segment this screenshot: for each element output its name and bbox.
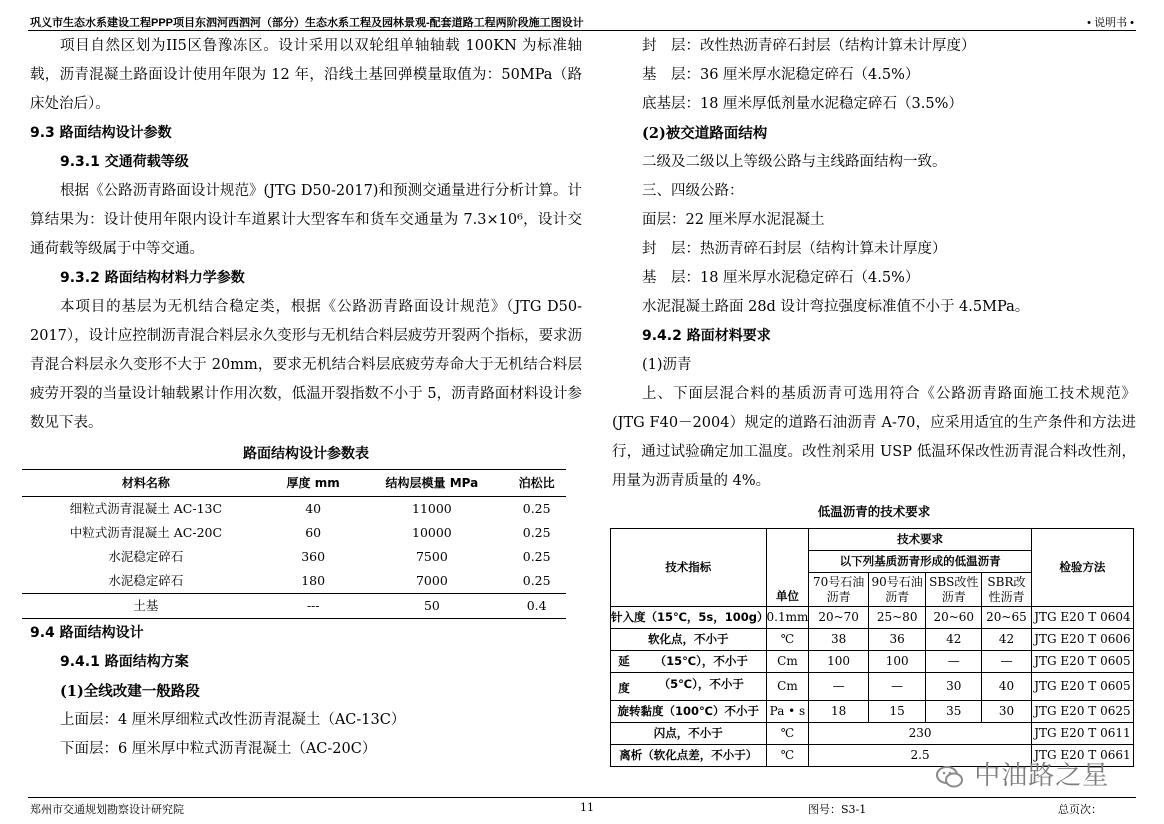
footer-org: 郑州市交通规划勘察设计研究院 xyxy=(30,803,184,816)
cell-modulus: 7500 xyxy=(415,549,448,564)
column-header: 材料名称 xyxy=(22,470,270,497)
paragraph-asphalt: 上、下面层混合料的基质沥青可选用符合《公路沥青路面施工技术规范》(JTG F40－2004）规定的道路石油沥青 A-70，应采用适宜的生产条件和方法进行，通过试验确定加工温度。改性剂采用 USP 低温环保改性沥青混合料改性剂，用量为沥青质量的 4%。 xyxy=(612,386,1136,489)
row-value: 2.5 xyxy=(809,745,1031,767)
header-index: 技术指标 xyxy=(611,529,767,607)
header-requirement: 技术要求 xyxy=(809,529,1031,551)
header-col-90: 90号石油沥青 xyxy=(868,573,926,607)
heading-full-line: (1)全线改建一般路段 xyxy=(60,683,200,700)
table-row xyxy=(611,723,1134,745)
row-value: — xyxy=(926,651,982,673)
cell-modulus: 10000 xyxy=(412,525,452,540)
heading-9-4: 9.4 路面结构设计 xyxy=(30,625,144,641)
row-value: 40 xyxy=(982,673,1032,701)
row-method: JTG E20 T 0611 xyxy=(1031,723,1133,745)
row-unit: ℃ xyxy=(766,723,809,745)
row-method: JTG E20 T 0606 xyxy=(1031,629,1133,651)
cell-poisson: 0.25 xyxy=(522,501,551,516)
cell-thickness: 40 xyxy=(305,501,322,516)
table-row xyxy=(22,569,566,594)
row-name: 旋转黏度（100℃）不小于 xyxy=(611,701,767,723)
line-concrete-strength: 水泥混凝土路面 28d 设计弯拉强度标准值不小于 4.5MPa。 xyxy=(642,299,1030,315)
row-value: 35 xyxy=(926,701,982,723)
heading-9-4-1: 9.4.1 路面结构方案 xyxy=(60,654,189,670)
table-row xyxy=(611,651,1134,673)
cell-material: 细粒式沥青混凝土 AC-13C xyxy=(69,501,223,516)
table-row xyxy=(611,673,1134,701)
table-row xyxy=(22,594,566,619)
row-value: 25~80 xyxy=(868,607,926,629)
row-name: 闪点，不小于 xyxy=(611,723,767,745)
row-method: JTG E20 T 0604 xyxy=(1031,607,1133,629)
table-title-asphalt: 低温沥青的技术要求 xyxy=(817,504,931,519)
cell-modulus: 50 xyxy=(356,594,507,619)
heading-9-3-1: 9.3.1 交通荷载等级 xyxy=(60,154,189,170)
header-col-sbs: SBS改性沥青 xyxy=(926,573,982,607)
cell-modulus: 7000 xyxy=(415,573,448,588)
wechat-icon xyxy=(935,764,965,790)
row-unit: 0.1mm xyxy=(766,607,809,629)
paragraph-zoning: 项目自然区划为II5区鲁豫冻区。设计采用以双轮组单轴轴载 100KN 为标准轴载，沥青混凝土路面设计使用年限为 12 年，沿线土基回弹模量取值为：50MPa（路床处治后）。 xyxy=(30,38,582,112)
row-value: 42 xyxy=(982,629,1032,651)
page-header xyxy=(28,10,1136,31)
heading-asphalt: (1)沥青 xyxy=(642,357,692,373)
cell-material: 水泥稳定碎石 xyxy=(108,549,184,564)
row-value: 20~70 xyxy=(809,607,869,629)
row-unit: Cm xyxy=(766,651,809,673)
right-column xyxy=(612,32,1136,767)
line-surface-layer: 面层：22 厘米厚水泥混凝土 xyxy=(642,212,825,228)
header-method: 检验方法 xyxy=(1031,529,1133,607)
row-value: 42 xyxy=(926,629,982,651)
row-value: 30 xyxy=(982,701,1032,723)
heading-crossing-road: (2)被交道路面结构 xyxy=(642,125,768,142)
cell-poisson: 0.4 xyxy=(507,594,566,619)
column-header: 结构层模量 MPa xyxy=(356,470,507,497)
row-unit: Pa • s xyxy=(766,701,809,723)
cell-poisson: 0.25 xyxy=(522,525,551,540)
row-method: JTG E20 T 0625 xyxy=(1031,701,1133,723)
page-footer xyxy=(28,797,1136,820)
column-header: 泊松比 xyxy=(507,470,566,497)
row-value: 100 xyxy=(868,651,926,673)
row-value: 30 xyxy=(926,673,982,701)
line-base-layer: 基 层：36 厘米厚水泥稳定碎石（4.5%） xyxy=(642,67,920,83)
asphalt-requirement-table xyxy=(610,528,1134,767)
paragraph-materials: 本项目的基层为无机结合稳定类，根据《公路沥青路面设计规范》（JTG D50-2017），设计应控制沥青混合料层永久变形与无机结合料层疲劳开裂两个指标，要求沥青混合料层永久变形不大于 20mm，要求无机结合料层底疲劳寿命大于无机结合料层疲劳开裂的当量设计轴载累计作用次数，低温开裂指数不小于 5，沥青路面材料设计参数见下表。 xyxy=(30,299,582,431)
row-value: 20~60 xyxy=(926,607,982,629)
header-col-sbr: SBR改性沥青 xyxy=(982,573,1032,607)
row-unit: ℃ xyxy=(766,745,809,767)
row-value: — xyxy=(809,673,869,701)
watermark-text: 中油路之星 xyxy=(974,761,1110,791)
heading-9-4-2: 9.4.2 路面材料要求 xyxy=(642,328,771,344)
row-method: JTG E20 T 0605 xyxy=(1031,651,1133,673)
cell-modulus: 11000 xyxy=(412,501,452,516)
line-base-layer-2: 基 层：18 厘米厚水泥稳定碎石（4.5%） xyxy=(642,270,920,286)
row-value: 20~65 xyxy=(982,607,1032,629)
footer-drawing-number: 图号：S3-1 xyxy=(808,803,867,816)
row-value: 100 xyxy=(809,651,869,673)
ductility-label-a: 延 xyxy=(618,654,630,668)
row-method: JTG E20 T 0661 xyxy=(1031,745,1133,767)
cell-thickness: --- xyxy=(270,594,357,619)
cell-thickness: 180 xyxy=(301,573,326,588)
row-name-text: （5℃），不小于 xyxy=(658,677,744,691)
footer-total-pages: 总页次： xyxy=(1058,803,1102,816)
row-value: 15 xyxy=(868,701,926,723)
cell-poisson: 0.25 xyxy=(522,549,551,564)
line-lower-layer: 下面层：6 厘米厚中粒式沥青混凝土（AC-20C） xyxy=(60,741,377,757)
row-value: — xyxy=(868,673,926,701)
table-row xyxy=(611,607,1134,629)
table-row xyxy=(611,629,1134,651)
header-col-70: 70号石油沥青 xyxy=(809,573,869,607)
row-name-text: （15℃），不小于 xyxy=(654,654,748,668)
row-name: 离析（软化点差，不小于） xyxy=(611,745,767,767)
header-sub: 以下列基质沥青形成的低温沥青 xyxy=(809,551,1031,573)
row-unit: ℃ xyxy=(766,629,809,651)
line-upper-layer: 上面层：4 厘米厚细粒式改性沥青混凝土（AC-13C） xyxy=(60,712,406,728)
row-name: 软化点，不小于 xyxy=(611,629,767,651)
left-column xyxy=(30,32,582,764)
row-name xyxy=(611,673,767,701)
header-title: 巩义市生态水系建设工程PPP项目东泗河西泗河（部分）生态水系工程及园林景观-配套道路工程两阶段施工图设计 xyxy=(30,17,584,29)
footer-page-number: 11 xyxy=(580,801,594,814)
heading-9-3: 9.3 路面结构设计参数 xyxy=(30,125,172,141)
table-row xyxy=(611,701,1134,723)
cell-poisson: 0.25 xyxy=(522,573,551,588)
ductility-label-b: 度 xyxy=(618,681,630,695)
line-seal-layer-2: 封 层：热沥青碎石封层（结构计算未计厚度） xyxy=(642,241,947,257)
cell-thickness: 360 xyxy=(301,549,326,564)
row-name: 针入度（15℃，5s，100g） xyxy=(611,607,767,629)
line-seal-layer: 封 层：改性热沥青碎石封层（结构计算未计厚度） xyxy=(642,38,976,54)
table-title-structure: 路面结构设计参数表 xyxy=(243,446,369,462)
row-value: 36 xyxy=(868,629,926,651)
paragraph-traffic: 根据《公路沥青路面设计规范》(JTG D50-2017)和预测交通量进行分析计算。计算结果为：设计使用年限内设计车道累计大型客车和货车交通量为 7.3×10⁶，设计交通荷载等级属于中等交通。 xyxy=(30,183,582,257)
cell-thickness: 60 xyxy=(305,525,322,540)
table-row xyxy=(22,497,566,522)
line-grade-3-4: 三、四级公路： xyxy=(642,183,744,199)
structure-parameter-table xyxy=(22,469,566,619)
header-tag: • 说明书 • xyxy=(1087,17,1134,29)
watermark xyxy=(935,755,1109,792)
row-value: 18 xyxy=(809,701,869,723)
row-value: — xyxy=(982,651,1032,673)
row-name xyxy=(611,651,767,673)
heading-9-3-2: 9.3.2 路面结构材料力学参数 xyxy=(60,270,245,286)
line-subbase-layer: 底基层：18 厘米厚低剂量水泥稳定碎石（3.5%） xyxy=(642,96,963,112)
cell-material: 中粒式沥青混凝土 AC-20C xyxy=(69,525,223,540)
table-row xyxy=(22,521,566,545)
header-unit: 单位 xyxy=(766,529,809,607)
cell-material: 土基 xyxy=(22,594,270,619)
cell-material: 水泥稳定碎石 xyxy=(108,573,184,588)
column-header: 厚度 mm xyxy=(270,470,357,497)
row-value: 230 xyxy=(809,723,1031,745)
row-method: JTG E20 T 0605 xyxy=(1031,673,1133,701)
table-row xyxy=(22,545,566,569)
line-grade-2: 二级及二级以上等级公路与主线路面结构一致。 xyxy=(642,154,947,170)
row-value: 38 xyxy=(809,629,869,651)
row-unit: Cm xyxy=(766,673,809,701)
